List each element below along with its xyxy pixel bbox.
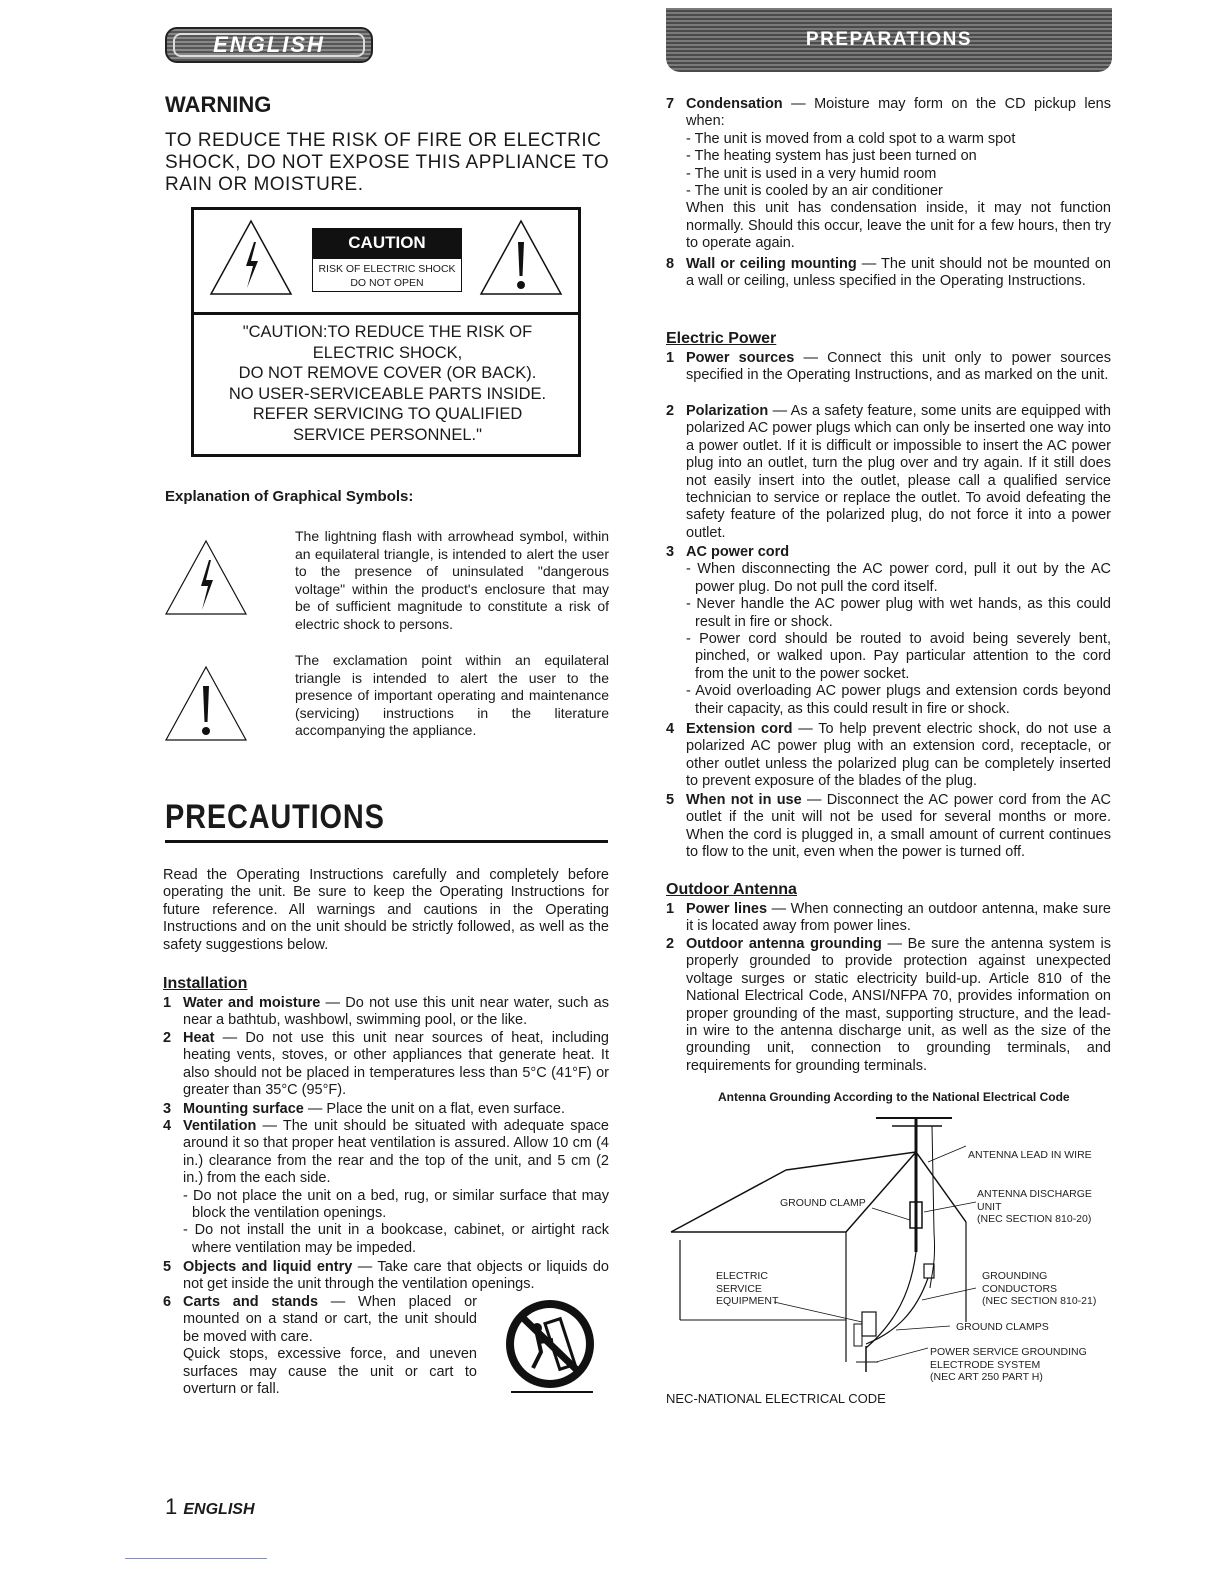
caution-divider [191, 312, 581, 315]
language-tab-label: ENGLISH [213, 32, 325, 57]
item-number: 1 [163, 995, 172, 1011]
list-item [163, 1030, 609, 1100]
warning-line: SHOCK, DO NOT EXPOSE THIS APPLIANCE TO [165, 152, 610, 173]
label-line: CONDUCTORS [982, 1282, 1058, 1295]
item-text: — Do not use this unit near water, such as near a bathtub, washbowl, swimming pool, or the like. [183, 995, 609, 1029]
item-number: 5 [163, 1259, 172, 1275]
label-lead-in-wire: ANTENNA LEAD IN WIRE [968, 1149, 1092, 1161]
item-text: — Be sure the antenna system is properly grounded to provide protection against unexpected voltage surges or static electricity build-up. Article 810 of the National Electrical Code, ANSI/NFPA 70, provides information on proper grounding of the mast, supporting structure, and the lead-in wire to the antenna discharge unit, as well as the size of the grounding unit, connection to grounding terminals, and requirements for grounding terminals. [686, 936, 1111, 1074]
item-text: — Connect this unit only to power sources specified in the Operating Instructions, and as marked on the unit. [686, 350, 1111, 384]
page-number: 1 [165, 1494, 178, 1519]
dash-item: - Do not place the unit on a bed, rug, or similar surface that may block the ventilation openings. [183, 1187, 609, 1222]
exclamation-triangle-icon [478, 218, 564, 298]
list-item [163, 995, 609, 1030]
warning-line: RAIN OR MOISTURE. [165, 174, 364, 195]
item-number: 3 [163, 1101, 172, 1117]
label-line: SERVICE [716, 1282, 762, 1295]
section-tab [666, 8, 1112, 72]
item-text: — Place the unit on a flat, even surface. [303, 1101, 565, 1117]
item-text: — Moisture may form on the CD pickup lens when: [686, 96, 1111, 130]
list-item: 8 Wall or ceiling mounting — The unit should not be mounted on a wall or ceiling, unless specified in the Operating Instructions. [666, 256, 1111, 290]
list-item [163, 1118, 609, 1257]
language-tab [165, 27, 373, 63]
label-line: (NEC SECTION 810-20) [977, 1213, 1092, 1225]
label-line: UNIT [977, 1200, 1002, 1213]
caution-quote-line: SERVICE PERSONNEL." [293, 425, 482, 444]
caution-quote-line: ELECTRIC SHOCK, [312, 343, 463, 362]
section-tab-label: PREPARATIONS [805, 29, 973, 50]
label-line: ANTENNA DISCHARGE [977, 1188, 1092, 1200]
item-text: — When placed or mounted on a stand or cart, the unit should be moved with care. [183, 1294, 477, 1345]
label-ground-clamps: GROUND CLAMPS [956, 1321, 1049, 1333]
item-text: — When connecting an outdoor antenna, make sure it is located away from power lines. [686, 901, 1111, 935]
item-text: — Take care that objects or liquids do not get inside the unit through the ventilation openings. [183, 1259, 609, 1293]
symbols-heading: Explanation of Graphical Symbols: [165, 488, 414, 505]
dash-item: - Power cord should be routed to avoid being severely bent, pinched, or walked upon. Pay particular attention to the cord from the unit to the power socket. [686, 631, 1111, 682]
item-term: Power sources [686, 350, 795, 366]
item-term: Heat [183, 1030, 215, 1046]
caution-sub-line: RISK OF ELECTRIC SHOCK [318, 263, 456, 275]
item-term: Water and moisture [183, 995, 321, 1011]
list-item: 1 Power sources — Connect this unit only to power sources specified in the Operating Instructions, and as marked on the unit. [666, 350, 1111, 384]
label-line: GROUNDING [982, 1270, 1048, 1282]
exclamation-symbol-icon [163, 664, 249, 744]
warning-title: WARNING [165, 92, 272, 117]
label-ground-clamp: GROUND CLAMP [780, 1197, 866, 1209]
item-term: Wall or ceiling mounting [686, 256, 857, 272]
dash-item: - The unit is used in a very humid room [686, 165, 937, 182]
cart-warning-icon [497, 1296, 603, 1396]
item-term: Ventilation [183, 1118, 257, 1134]
lightning-explanation: The lightning flash with arrowhead symbol, within an equilateral triangle, is intended to alert the user to the presence of uninsulated "dangerous voltage" within the product's enclosure that may be of sufficient magnitude to constitute a risk of electric shock to persons. [295, 528, 609, 632]
dash-item: - Never handle the AC power plug with wet hands, as this could result in fire or shock. [686, 596, 1111, 630]
footer-line [125, 1558, 267, 1559]
caution-quote-line: DO NOT REMOVE COVER (OR BACK). [238, 364, 537, 382]
warning-line: TO REDUCE THE RISK OF FIRE OR ELECTRIC [165, 130, 602, 151]
item-text: — Disconnect the AC power cord from the AC outlet if the unit will not be used for several months or more. When the cord is plugged in, a small amount of current continues to flow to the unit, even when the power is turned off. [686, 792, 1112, 861]
item-number: 2 [163, 1030, 172, 1046]
item-term: AC power cord [686, 544, 790, 560]
item-number: 6 [163, 1294, 172, 1310]
precautions-rule [165, 840, 608, 843]
precautions-intro: Read the Operating Instructions carefully and completely before operating the unit. Be sure to keep the Operating Instructions for future reference. All warnings and cautions in the Operating Instructions and on the unit should be strictly followed, as well as the safety suggestions below. [163, 867, 609, 953]
caution-quote-line: NO USER-SERVICEABLE PARTS INSIDE. [228, 384, 547, 403]
list-item: 2 Polarization — As a safety feature, some units are equipped with polarized AC power plugs which can only be inserted one way into a power outlet. If it is difficult or impossible to insert the AC power plug into an outlet, turn the plug over and try again. If it still does not easily insert into the outlet, please call a qualified service technician to service or replace the outlet. To avoid defeating the safety feature of the polarized plug, do not force it into a power outlet. [666, 403, 1111, 541]
item-number: 4 [163, 1118, 172, 1134]
page-footer [165, 1494, 255, 1520]
label-line: ELECTRODE SYSTEM [930, 1358, 1041, 1371]
dash-item: - Do not install the unit in a bookcase, cabinet, or airtight rack where ventilation may be impeded. [183, 1222, 609, 1256]
list-item: 4 Extension cord — To help prevent electric shock, do not use a polarized AC power plug with an extension cord, receptacle, or other outlet unless the polarized plug can be completely inserted to prevent exposure of the blades of the plug. [666, 721, 1111, 790]
label-line: ELECTRIC [716, 1270, 768, 1282]
item-text: — The unit should not be mounted on a wall or ceiling, unless specified in the Operating Instructions. [686, 256, 1111, 290]
item-term: Outdoor antenna grounding [686, 936, 882, 952]
caution-label: CAUTION [312, 228, 462, 258]
dash-item: - The unit is moved from a cold spot to a warm spot [686, 130, 1016, 147]
footer-language: ENGLISH [183, 1501, 255, 1518]
diagram-caption: Antenna Grounding According to the National Electrical Code [718, 1090, 1070, 1104]
item-term: Polarization [686, 403, 769, 419]
dash-item: - Avoid overloading AC power plugs and extension cords beyond their capacity, as this could result in fire or shock. [686, 683, 1111, 717]
list-item: 7 Condensation — Moisture may form on the CD pickup lens when: - The unit is moved from a cold spot to a warm spot - The heating system has just been turned on - The unit is used in a very humid room - The unit is cooled by an air conditioner When this unit has condensation inside, it may not function normally. Should this occur, leave the unit for a few hours, then try to operate again. [666, 96, 1111, 252]
list-item: 5 When not in use — Disconnect the AC power cord from the AC outlet if the unit will not be used for several months or more. When the cord is plugged in, a small amount of current continues to flow to the unit, even when the power is turned off. [666, 792, 1112, 861]
item-term: Carts and stands [183, 1294, 319, 1310]
item-term: Condensation [686, 96, 783, 112]
exclamation-explanation: The exclamation point within an equilateral triangle is intended to alert the user to the presence of important operating and maintenance (servicing) instructions in the literature accompanying the appliance. [295, 652, 609, 739]
caution-sublabel [312, 258, 462, 292]
carts-extra: Quick stops, excessive force, and uneven surfaces may cause the unit or cart to overturn or fall. [183, 1346, 477, 1398]
lightning-symbol-icon [163, 538, 249, 618]
label-grounding-conductors [982, 1270, 1096, 1308]
item-text: — Do not use this unit near sources of heat, including heating vents, stoves, or other appliances that generate heat. It also should not be placed in temperatures less than 5°C (41°F) or greater than 35°C (95°F). [183, 1030, 609, 1099]
label-electric-service [716, 1270, 778, 1308]
dash-item: - The heating system has just been turned on [686, 148, 977, 165]
electric-power-heading: Electric Power [666, 330, 777, 347]
label-line: POWER SERVICE GROUNDING [930, 1346, 1087, 1358]
item-term: When not in use [686, 792, 802, 808]
caution-quote [205, 322, 570, 445]
list-item: 1 Power lines — When connecting an outdoor antenna, make sure it is located away from power lines. [666, 901, 1111, 935]
list-item [163, 1259, 609, 1294]
lightning-triangle-icon [208, 218, 294, 298]
caution-quote-line: REFER SERVICING TO QUALIFIED [252, 405, 523, 423]
installation-heading: Installation [163, 975, 248, 992]
item-term: Mounting surface [183, 1101, 304, 1117]
dash-item: - The unit is cooled by an air conditioner [686, 183, 943, 200]
outdoor-antenna-heading: Outdoor Antenna [666, 881, 797, 898]
item-term: Extension cord [686, 721, 793, 737]
list-item [163, 1294, 477, 1398]
list-item [163, 1101, 609, 1118]
list-item: 3 AC power cord - When disconnecting the AC power cord, pull it out by the AC power plug. Do not pull the cord itself. - Never handle the AC power plug with wet hands, as this could result in fire or shock. - Power cord should be routed to avoid being severely bent, pinched, or walked upon. Pay particular attention to the cord from the unit to the power socket. - Avoid overloading AC power plugs and extension cords beyond their capacity, as this could result in fire or shock. [666, 544, 1111, 717]
dash-item: - When disconnecting the AC power cord, pull it out by the AC power plug. Do not pull the cord itself. [686, 561, 1111, 595]
item-text: — The unit should be situated with adequate space around it so that proper heat ventilation is assured. Allow 10 cm (4 in.) clearance from the rear and the top of the unit, and 5 cm (2 in.) from the each side. [183, 1118, 609, 1187]
warning-text [165, 130, 615, 196]
nec-note: NEC-NATIONAL ELECTRICAL CODE [666, 1391, 886, 1406]
label-discharge-unit [977, 1188, 1092, 1226]
label-line: (NEC ART 250 PART H) [930, 1371, 1043, 1383]
precautions-title: PRECAUTIONS [165, 798, 385, 836]
item-text: — As a safety feature, some units are equipped with polarized AC power plugs which can only be inserted one way into a power outlet. If it is difficult or impossible to insert the AC power plug into an outlet, turn the plug over and try again. If it still does not easily insert into the outlet, please call a qualified service technician to service or replace the outlet. To avoid defeating the safety feature of the polarized plug, do not force it into a power outlet. [686, 403, 1111, 541]
caution-quote-line: "CAUTION:TO REDUCE THE RISK OF [242, 323, 533, 341]
item-text: — To help prevent electric shock, do not use a polarized AC power plug with an extension cord, receptacle, or other outlet unless the polarized plug can be completely inserted to prevent exposure of the blades of the plug. [686, 721, 1111, 790]
label-power-service-grounding [930, 1346, 1087, 1384]
item-term: Objects and liquid entry [183, 1259, 353, 1275]
label-line: (NEC SECTION 810-21) [982, 1295, 1097, 1307]
list-item: 2 Outdoor antenna grounding — Be sure the antenna system is properly grounded to provide protection against unexpected voltage surges or static electricity build-up. Article 810 of the National Electrical Code, ANSI/NFPA 70, provides information on proper grounding of the mast, supporting structure, and the lead-in wire to the antenna discharge unit, as well as the size of the grounding unit, connection to grounding terminals, and requirements for grounding terminals. [666, 936, 1111, 1074]
item-term: Power lines [686, 901, 768, 917]
item-text: When this unit has condensation inside, it may not function normally. Should this occur, leave the unit for a few hours, then try to operate again. [686, 200, 1111, 252]
caution-sub-line: DO NOT OPEN [350, 277, 424, 289]
label-line: EQUIPMENT [716, 1295, 779, 1307]
